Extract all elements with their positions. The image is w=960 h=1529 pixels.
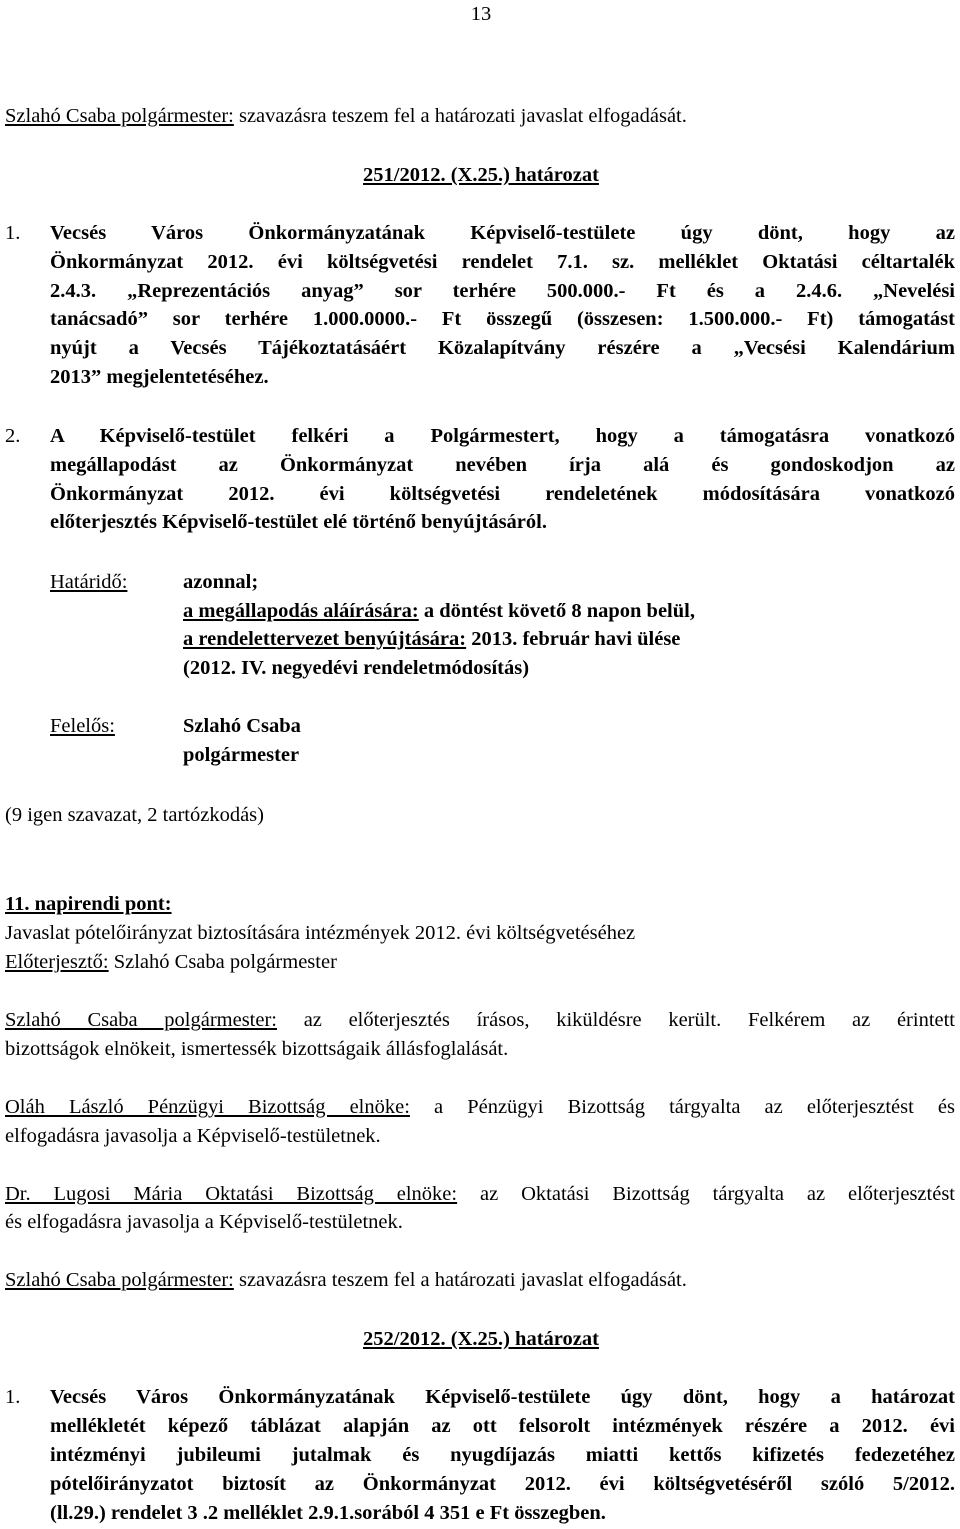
statement-line [5,1182,955,1206]
point-text-line: (ll.29.) rendelet 3 .2 melléklet 2.9.1.sorából 4 351 e Ft összegben. [50,1502,606,1524]
deadline-label: Határidő: [50,571,128,593]
agenda-title: Javaslat pótelőirányzat biztosítására intézmények 2012. évi költségvetéséhez [5,922,636,944]
point-number: 2. [5,425,21,447]
agenda-heading: 11. napirendi pont: [5,893,172,915]
statement-line [5,1008,955,1032]
speech-text: az előterjesztés írásos, kiküldésre került. Felkérem az érintett [277,1009,956,1031]
vote-call-line [5,1268,955,1292]
speaker-name: Szlahó Csaba polgármester: [5,1269,234,1291]
point-text-line: Önkormányzat 2012. évi költségvetési rendeletének módosítására vonatkozó [50,483,955,505]
speech-text: a Pénzügyi Bizottság tárgyalta az előterjesztést és [409,1096,955,1118]
responsible-label: Felelős: [50,715,115,737]
statement-line [5,1095,955,1119]
point-text-line: Vecsés Város Önkormányzatának Képviselő-testülete úgy dönt, hogy a határozat [50,1386,955,1408]
responsible-role: polgármester [183,744,300,766]
responsible-name: Szlahó Csaba [183,715,301,737]
vote-result: (9 igen szavazat, 2 tartózkodás) [5,804,264,826]
deadline-draft-text: 2013. február havi ülése [466,628,681,650]
point-text-line: A Képviselő-testület felkéri a Polgármestert, hogy a támogatásra vonatkozó [50,425,955,447]
point-text-line: előterjesztés Képviselő-testület elé történő benyújtásáról. [50,511,547,533]
point-text-line: 2013” megjelentetéséhez. [50,366,269,388]
point-text-line: 2.4.3. „Reprezentációs anyag” sor terhére 500.000.- Ft és a 2.4.6. „Nevelési [50,280,955,302]
speaker-name: Oláh László Pénzügyi Bizottság elnöke: [5,1096,410,1118]
agenda-presenter [5,950,955,974]
point-text-line: megállapodást az Önkormányzat nevében írja alá és gondoskodjon az [50,454,955,476]
deadline-draft-label: a rendelettervezet benyújtására: [183,628,467,650]
deadline-immediate: azonnal; [183,571,259,593]
resolution-title: 251/2012. (X.25.) határozat [363,164,599,186]
point-number: 1. [5,222,21,244]
deadline-agreement [183,599,695,623]
speaker-name: Szlahó Csaba polgármester: [5,1009,277,1031]
statement-line: és elfogadásra javasolja a Képviselő-testületnek. [5,1211,403,1233]
speech-text: szavazásra teszem fel a határozati javaslat elfogadását. [233,1269,687,1291]
deadline-draft [183,627,680,651]
presenter-name: Szlahó Csaba polgármester [108,951,337,973]
page-number: 13 [470,3,492,25]
speaker-name: Szlahó Csaba polgármester: [5,105,234,127]
deadline-draft-note: (2012. IV. negyedévi rendeletmódosítás) [183,657,530,679]
deadline-agreement-text: a döntést követő 8 napon belül, [418,600,695,622]
point-text-line: mellékletét képező táblázat alapján az ott felsorolt intézmények részére a 2012. évi [50,1415,955,1437]
point-text-line: intézményi jubileumi jutalmak és nyugdíjazás miatti kettős kifizetés fedezetéhez [50,1444,955,1466]
point-number: 1. [5,1386,21,1408]
point-text-line: Vecsés Város Önkormányzatának Képviselő-testülete úgy dönt, hogy az [50,222,955,244]
point-text-line: nyújt a Vecsés Tájékoztatásáért Közalapítvány részére a „Vecsési Kalendárium [50,337,955,359]
speech-text: szavazásra teszem fel a határozati javaslat elfogadását. [233,105,687,127]
vote-call-line [5,104,955,128]
statement-line: bizottságok elnökeit, ismertessék bizottságaik állásfoglalását. [5,1038,509,1060]
statement-line: elfogadásra javasolja a Képviselő-testületnek. [5,1125,381,1147]
speaker-name: Dr. Lugosi Mária Oktatási Bizottság elnöke: [5,1183,458,1205]
point-text-line: tanácsadó” sor terhére 1.000.0000.- Ft összegű (összesen: 1.500.000.- Ft) támogatást [50,308,955,330]
point-text-line: pótelőirányzatot biztosít az Önkormányzat 2012. évi költségvetéséről szóló 5/2012. [50,1473,955,1495]
deadline-agreement-label: a megállapodás aláírására: [183,600,419,622]
point-text-line: Önkormányzat 2012. évi költségvetési rendelet 7.1. sz. melléklet Oktatási céltartalék [50,251,955,273]
resolution-title: 252/2012. (X.25.) határozat [363,1328,599,1350]
presenter-label: Előterjesztő: [5,951,109,973]
speech-text: az Oktatási Bizottság tárgyalta az előterjesztést [457,1183,955,1205]
